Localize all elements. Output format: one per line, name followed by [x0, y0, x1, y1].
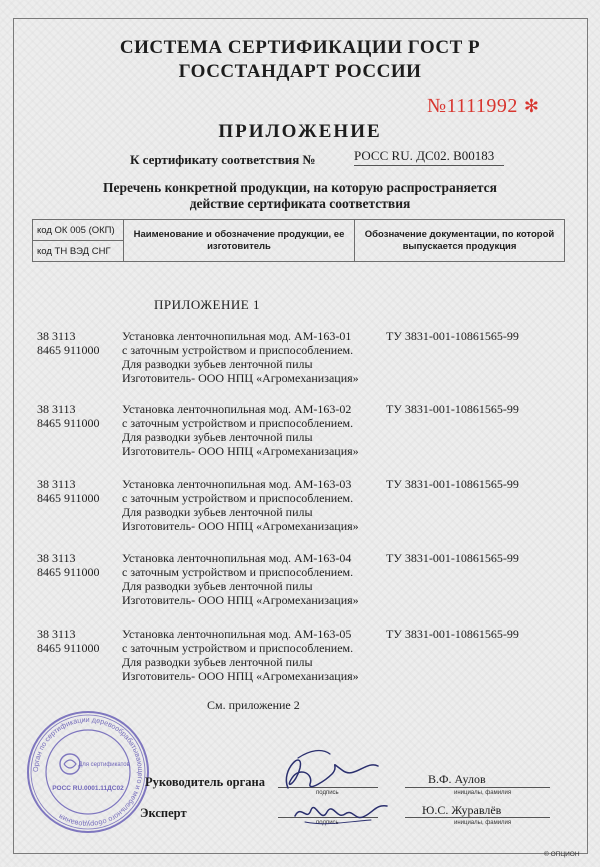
list-item-description — [122, 402, 382, 458]
product-detail: с заточным устройством и приспособлением. — [122, 565, 354, 579]
product-detail: с заточным устройством и приспособлением. — [122, 491, 354, 505]
code-tnved: 8465 911000 — [37, 343, 100, 357]
stamp-reg-text: РОСС RU.0001.11ДС02 — [52, 785, 124, 792]
column-name-header: Наименование и обозначение продукции, ее изготовитель — [124, 220, 355, 262]
footer-publisher: © ОПЦИОН — [544, 851, 580, 858]
code-okp: 38 3113 — [37, 551, 76, 565]
product-detail: Для разводки зубьев ленточной пилы — [122, 505, 313, 519]
product-name: Установка ленточнопильная мод. АМ-163-05 — [122, 627, 352, 641]
code-tnved: 8465 911000 — [37, 641, 100, 655]
code-okp: 38 3113 — [37, 627, 76, 641]
certificate-label: К сертификату соответствия № — [130, 152, 316, 167]
product-detail: с заточным устройством и приспособлением. — [122, 416, 354, 430]
serial-number — [427, 95, 539, 118]
expert-name-line — [405, 817, 550, 818]
certificate-number: РОСС RU. ДС02. В00183 — [354, 148, 504, 166]
subtitle-line-1: Перечень конкретной продукции, на которую распространяется — [103, 180, 497, 195]
expert-name-caption: инициалы, фамилия — [454, 820, 512, 826]
code-okp-cell: код ОК 005 (ОКП) — [33, 220, 124, 241]
manufacturer: Изготовитель- ООО НПЦ «Агромеханизация» — [122, 519, 359, 533]
list-item-description — [122, 627, 382, 683]
product-doc: ТУ 3831-001-10861565-99 — [386, 551, 519, 565]
stamp-center-text: Для сертификатов — [78, 762, 130, 768]
code-tnved: 8465 911000 — [37, 565, 100, 579]
product-name: Установка ленточнопильная мод. АМ-163-02 — [122, 402, 352, 416]
product-name: Установка ленточнопильная мод. АМ-163-01 — [122, 329, 352, 343]
see-appendix-note: См. приложение 2 — [207, 698, 300, 712]
product-name: Установка ленточнопильная мод. АМ-163-03 — [122, 477, 352, 491]
expert-handwritten-signature — [285, 792, 395, 832]
list-item-description — [122, 477, 382, 533]
serial-star-icon: ✻ — [523, 96, 540, 116]
product-name: Установка ленточнопильная мод. АМ-163-04 — [122, 551, 352, 565]
product-doc: ТУ 3831-001-10861565-99 — [386, 402, 519, 416]
list-item-description — [122, 329, 382, 385]
serial-number-value: №1111992 — [427, 95, 518, 117]
manufacturer: Изготовитель- ООО НПЦ «Агромеханизация» — [122, 444, 359, 458]
subtitle-line-2: действие сертификата соответствия — [189, 196, 411, 211]
product-detail: Для разводки зубьев ленточной пилы — [122, 430, 313, 444]
columns-header-table — [32, 219, 565, 262]
expert-name: Ю.С. Журавлёв — [422, 803, 502, 817]
expert-signature-caption: подпись — [316, 820, 339, 826]
head-name-line — [405, 787, 550, 788]
head-name-caption: инициалы, фамилия — [454, 790, 512, 796]
document-title: ПРИЛОЖЕНИЕ — [218, 121, 382, 142]
code-tnved: 8465 911000 — [37, 416, 100, 430]
head-signature-label: Руководитель органа — [145, 775, 265, 789]
stamp-ring-text: Орган по сертификации деревообрабатывающего и мебельного оборудования — [30, 714, 146, 830]
manufacturer: Изготовитель- ООО НПЦ «Агромеханизация» — [122, 593, 359, 607]
product-detail: Для разводки зубьев ленточной пилы — [122, 655, 313, 669]
list-item-codes — [37, 627, 100, 655]
product-detail: с заточным устройством и приспособлением. — [122, 641, 354, 655]
product-detail: Для разводки зубьев ленточной пилы — [122, 357, 313, 371]
head-signature-caption: подпись — [316, 790, 339, 796]
svg-text:Орган по сертификации деревооб — [31, 715, 145, 829]
list-item-description — [122, 551, 382, 607]
appendix-label: ПРИЛОЖЕНИЕ 1 — [154, 297, 260, 312]
code-tnved: 8465 911000 — [37, 491, 100, 505]
list-item-codes — [37, 477, 100, 505]
expert-signature-label: Эксперт — [140, 806, 187, 820]
official-stamp — [24, 708, 152, 836]
manufacturer: Изготовитель- ООО НПЦ «Агромеханизация» — [122, 669, 359, 683]
code-tnved-cell: код ТН ВЭД СНГ — [33, 241, 124, 262]
list-item-codes — [37, 551, 100, 579]
list-item-codes — [37, 402, 100, 430]
header-line-2: ГОССТАНДАРТ РОССИИ — [178, 61, 422, 82]
column-docs-header: Обозначение документации, по которой выпускается продукция — [355, 220, 565, 262]
head-name: В.Ф. Аулов — [428, 772, 486, 786]
code-okp: 38 3113 — [37, 402, 76, 416]
manufacturer: Изготовитель- ООО НПЦ «Агромеханизация» — [122, 371, 359, 385]
product-doc: ТУ 3831-001-10861565-99 — [386, 627, 519, 641]
header-line-1: СИСТЕМА СЕРТИФИКАЦИИ ГОСТ Р — [119, 37, 481, 58]
product-doc: ТУ 3831-001-10861565-99 — [386, 477, 519, 491]
product-detail: Для разводки зубьев ленточной пилы — [122, 579, 313, 593]
product-doc: ТУ 3831-001-10861565-99 — [386, 329, 519, 343]
code-okp: 38 3113 — [37, 477, 76, 491]
list-item-codes — [37, 329, 100, 357]
head-handwritten-signature — [270, 740, 390, 800]
product-detail: с заточным устройством и приспособлением. — [122, 343, 354, 357]
code-okp: 38 3113 — [37, 329, 76, 343]
